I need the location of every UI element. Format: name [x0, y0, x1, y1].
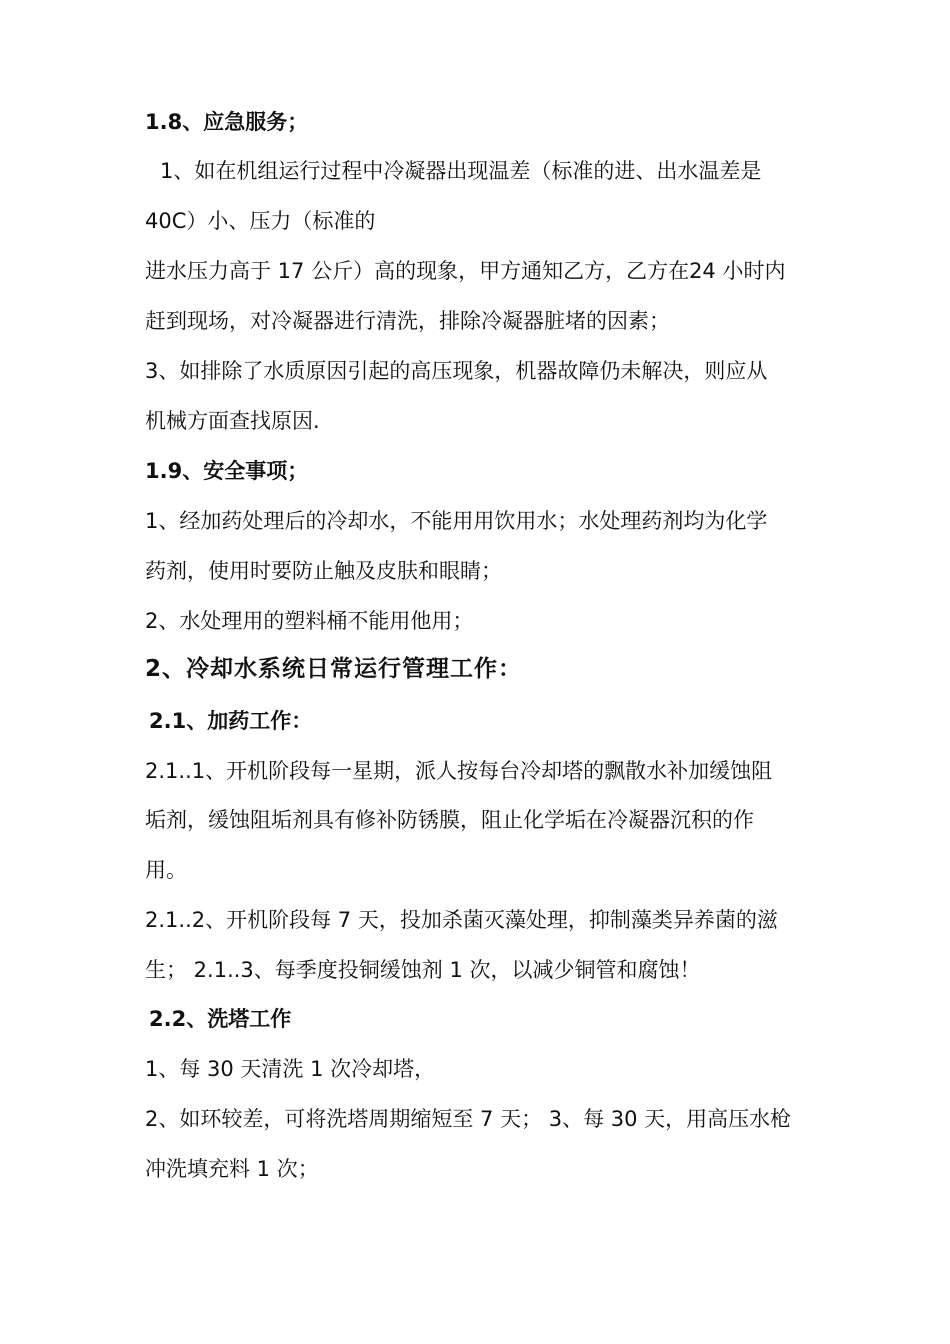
- paragraph-line: 1、经加药处理后的冷却水，不能用用饮用水；水处理药剂均为化学: [145, 509, 768, 533]
- paragraph-line: 机械方面查找原因.: [145, 409, 320, 433]
- paragraph-line: 3、如排除了水质原因引起的高压现象，机器故障仍未解决，则应从: [145, 359, 768, 383]
- paragraph-line: 垢剂，缓蚀阻垢剂具有修补防锈膜，阻止化学垢在冷凝器沉积的作: [145, 808, 754, 832]
- paragraph-line: 1、每 30 天清洗 1 次冷却塔，: [145, 1057, 436, 1081]
- section-heading-2-2: 2.2、洗塔工作: [149, 1007, 292, 1031]
- paragraph-line: 1、如在机组运行过程中冷凝器出现温差（标准的进、出水温差是: [160, 159, 762, 183]
- paragraph-line: 2、如环较差，可将洗塔周期缩短至 7 天； 3、每 30 天，用高压水枪: [145, 1107, 792, 1131]
- section-heading-1-9: 1.9、安全事项；: [145, 459, 309, 483]
- paragraph-line: 进水压力高于 17 公斤）高的现象，甲方通知乙方，乙方在24 小时内: [145, 259, 786, 283]
- section-heading-1-8: 1.8、应急服务；: [145, 110, 309, 134]
- paragraph-line: 2、水处理用的塑料桶不能用他用；: [145, 609, 474, 633]
- paragraph-line: 2.1..2、开机阶段每 7 天，投加杀菌灭藻处理，抑制藻类异养菌的滋: [145, 908, 778, 932]
- paragraph-line: 冲洗填充料 1 次；: [145, 1157, 319, 1181]
- paragraph-line: 生； 2.1..3、每季度投铜缓蚀剂 1 次，以减少铜管和腐蚀！: [145, 958, 701, 982]
- paragraph-line: 40C）小、压力（标准的: [145, 209, 376, 233]
- paragraph-line: 用。: [145, 858, 187, 882]
- paragraph-line: 2.1..1、开机阶段每一星期，派人按每台冷却塔的飘散水补加缓蚀阻: [145, 759, 773, 783]
- paragraph-line: 赶到现场，对冷凝器进行清洗，排除冷凝器脏堵的因素；: [145, 309, 670, 333]
- section-heading-2-1: 2.1、加药工作：: [149, 709, 313, 733]
- section-heading-2: 2、冷却水系统日常运行管理工作：: [145, 656, 523, 682]
- paragraph-line: 药剂，使用时要防止触及皮肤和眼睛；: [145, 559, 502, 583]
